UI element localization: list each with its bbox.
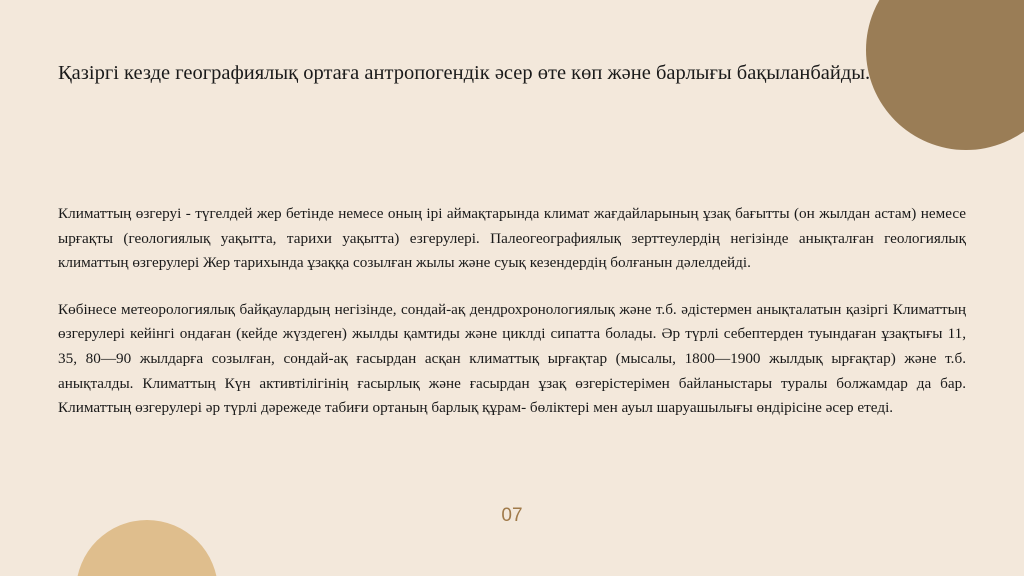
paragraph-modern-climate-change: Көбінесе метеорологиялық байқаулардың негізінде, сондай-ақ дендрохронологиялық және т.б. әдістермен анықталатын қазіргі Климаттың өзгерулері кейінгі ондаған (кейде жүздеген) жылды қамтиды және циклді сипатта болады. Әр түрлі себептерден туындаған ұзақтығы 11, 35, 80—90 жылдарға созылған, сондай-ақ ғасырдан асқан климаттық ырғақтар (мысалы, 1800—1900 жылдық ырғақтар) және т.б. анықталды. Климаттың Күн активтілігінің ғасырлық және ғасырдан ұзақ өзгерістерімен байланыстары туралы болжамдар да бар. Климаттың өзгерулері әр түрлі дәрежеде табиғи ортаның барлық құрам- бөліктері мен ауыл шаруашылығы өндірісіне әсер етеді. bbox=[58, 300, 966, 417]
page-number: 07 bbox=[501, 505, 523, 526]
slide-title: Қазіргі кезде географиялық ортаға антропогендік әсер өте көп және барлығы бақыланбайды. bbox=[58, 62, 871, 84]
decorative-circle-bottom-left bbox=[76, 520, 218, 576]
paragraph-climate-change-definition: Климаттың өзгеруі - түгелдей жер бетінде немесе оның ірі аймақтарында климат жағдайларының ұзақ бағытты (он жылдан астам) немесе ырғақты (геологиялық уақытта, тарихи уақытта) езгерулері. Палеогеографиялық зерттеулердің негізінде анықталған геологиялық климаттың өзгерулері Жер тарихында ұзаққа созылған жылы және суық кезендердің болғанын дәлелдейді. bbox=[58, 205, 966, 272]
slide-body bbox=[58, 202, 966, 421]
